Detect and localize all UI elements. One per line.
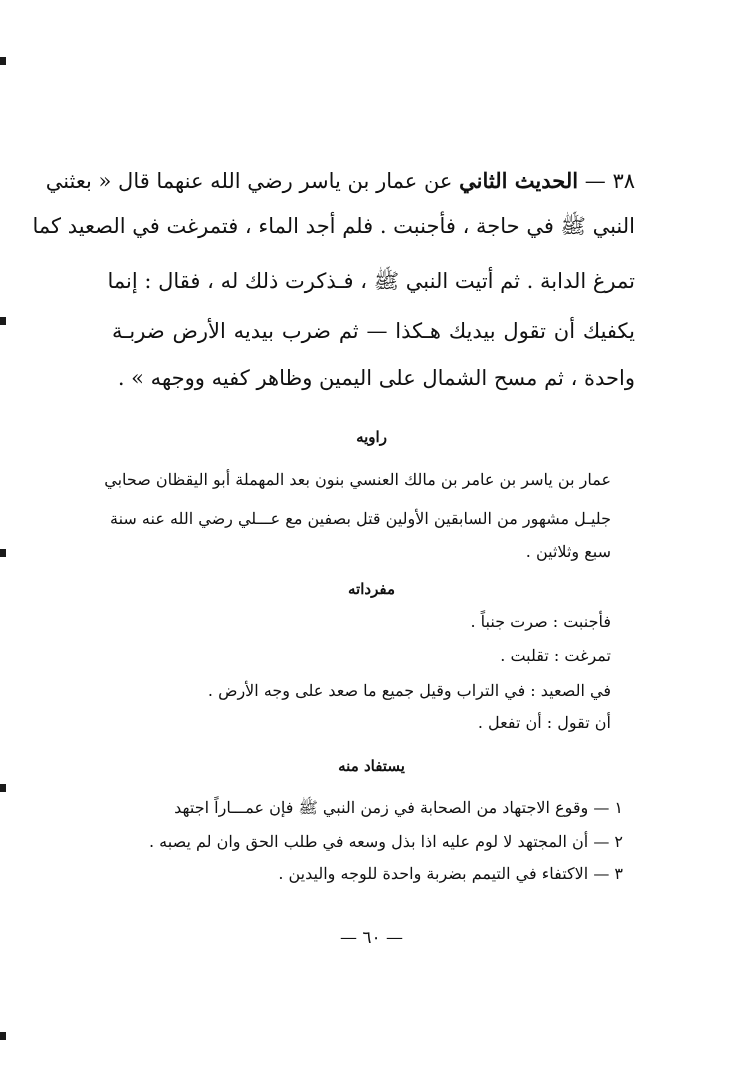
narrator-line-1: عمار بن ياسر بن عامر بن مالك العنسي بنون بعد المهملة أبو اليقظان صحابي [104, 470, 611, 489]
narrator-line-2: جليـل مشهور من السابقين الأولين قتل بصفين مع عـــلي رضي الله عنه سنة [110, 509, 611, 528]
benefits-heading: يستفاد منه [338, 757, 405, 775]
hadith-title: الحديث الثاني [459, 168, 579, 193]
hadith-line-2: النبي ﷺ في حاجة ، فأجنبت . فلم أجد الماء ، فتمرغت في الصعيد كما [32, 214, 635, 238]
vocabulary-item: تمرغت : تقلبت . [500, 646, 611, 665]
hadith-line-1-text: عن عمار بن ياسر رضي الله عنهما قال « بعثني [45, 169, 453, 193]
narrator-line-3: سبع وثلاثين . [525, 542, 611, 561]
vocabulary-item: فأجنبت : صرت جنباً . [470, 612, 611, 631]
vocabulary-item: في الصعيد : في التراب وقيل جميع ما صعد على وجه الأرض . [207, 681, 611, 700]
margin-mark [0, 1032, 6, 1040]
hadith-line-3: تمرغ الدابة . ثم أتيت النبي ﷺ ، فـذكرت ذلك له ، فقال : إنما [107, 269, 635, 293]
page-number: — ٦٠ — [339, 928, 404, 948]
vocabulary-heading: مفرداته [348, 580, 395, 598]
benefit-item: ٣ — الاكتفاء في التيمم بضربة واحدة للوجه واليدين . [278, 864, 623, 883]
hadith-line-5: واحدة ، ثم مسح الشمال على اليمين وظاهر كفيه ووجهه » . [117, 366, 635, 390]
hadith-line-4: يكفيك أن تقول بيديك هـكذا — ثم ضرب بيديه الأرض ضربـة [112, 319, 635, 343]
hadith-number: ٣٨ — [584, 169, 635, 193]
margin-mark [0, 317, 6, 325]
benefit-item: ٢ — أن المجتهد لا لوم عليه اذا بذل وسعه في طلب الحق وان لم يصبه . [149, 832, 623, 851]
vocabulary-item: أن تقول : أن تفعل . [477, 713, 611, 732]
narrator-heading: راويه [356, 428, 387, 446]
benefit-item: ١ — وقوع الاجتهاد من الصحابة في زمن النبي ﷺ فإن عمـــاراً اجتهد [174, 798, 623, 817]
margin-mark [0, 784, 6, 792]
hadith-line-1 [46, 170, 635, 192]
margin-mark [0, 57, 6, 65]
margin-mark [0, 549, 6, 557]
